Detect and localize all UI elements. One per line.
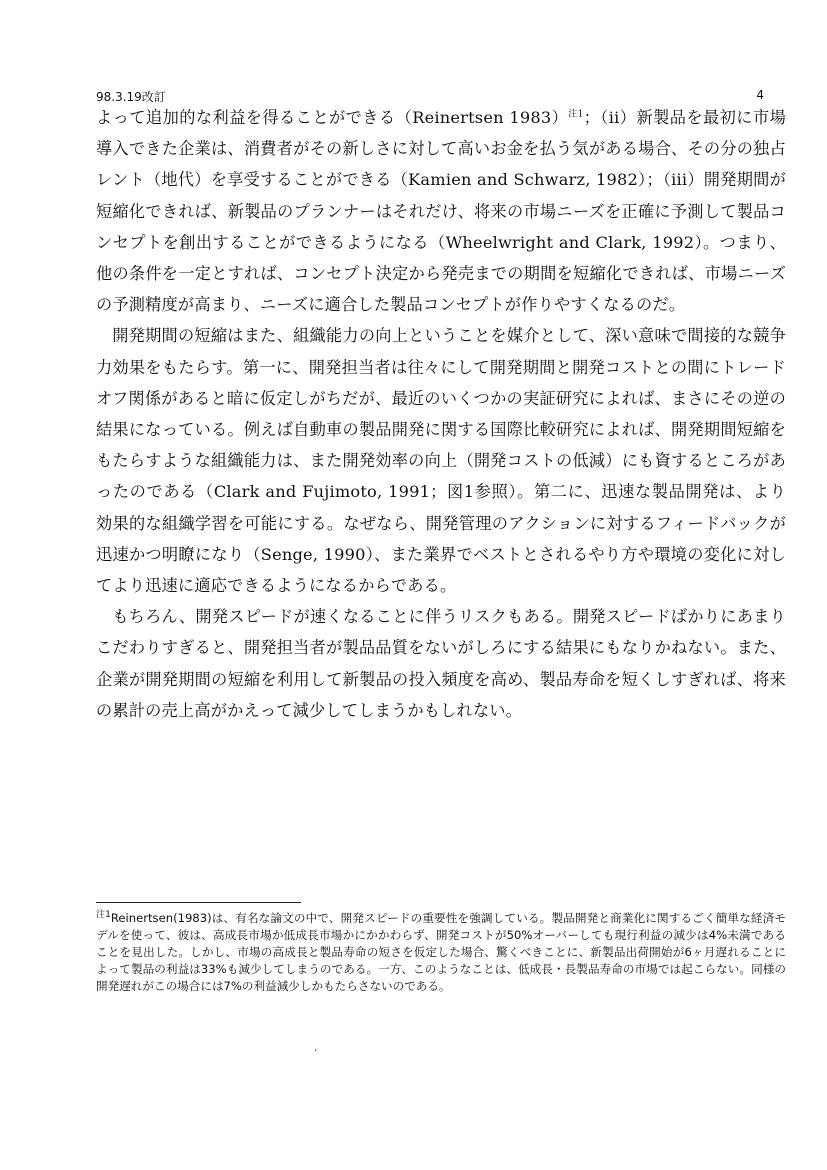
footnote-divider (96, 902, 301, 903)
stray-mark: . (314, 1043, 318, 1054)
footnote-marker: 注1 (96, 910, 111, 921)
footnote-paragraph (96, 910, 786, 995)
footnote (96, 910, 786, 995)
page-number: 4 (756, 88, 764, 102)
paragraph-1-continued: ；（ii）新製品を最初に市場導入できた企業は、消費者がその新しさに対して高いお金を払う気がある場合、その分の独占レント（地代）を享受することができる（Kamien and Schwarz, 1982）；（iii）開発期間が短縮化できれば、新製品のプランナーはそれだけ、将来の市場ニーズを正確に予測して製品コンセプトを創出することができるようになる（Wheelwright and Clark, 1992）。つまり、他の条件を一定とすれば、コンセプト決定から発売までの期間を短縮化できれば、市場ニーズの予測精度が高まり、ニーズに適合した製品コンセプトが作りやすくなるのだ。 (96, 108, 786, 315)
paragraph-1 (96, 102, 786, 320)
footnote-ref: 注1 (568, 109, 584, 120)
footnote-text: Reinertsen(1983)は、有名な論文の中で、開発スピードの重要性を強調している。製品開発と商業化に関するごく簡単な経済モデルを使って、彼は、高成長市場か低成長市場かにかかわらず、開発コストが50%オーバーしても現行利益の減少は4%未満であることを見出した。しかし、市場の高成長と製品寿命の短さを仮定した場合、驚くべきことに、新製品出荷開始が6ヶ月遅れることによって製品の利益は33%も減少してしまうのである。一方、このようなことは、低成長・長製品寿命の市場では起こらない。同様の開発遅れがこの場合には7%の利益減少しかもたらさないのである。 (96, 911, 786, 993)
revision-date: 98.3.19改訂 (96, 90, 166, 104)
paragraph-2: 開発期間の短縮はまた、組織能力の向上ということを媒介として、深い意味で間接的な競争力効果をもたらす。第一に、開発担当者は往々にして開発期間と開発コストとの間にトレードオフ関係があると暗に仮定しがちだが、最近のいくつかの実証研究によれば、まさにその逆の結果になっている。例えば自動車の製品開発に関する国際比較研究によれば、開発期間短縮をもたらすような組織能力は、また開発効率の向上（開発コストの低減）にも資するところがあったのである（Clark and Fujimoto, 1991；図1参照）。第二に、迅速な製品開発は、より効果的な組織学習を可能にする。なぜなら、開発管理のアクションに対するフィードバックが迅速かつ明瞭になり（Senge, 1990）、また業界でベストとされるやり方や環境の変化に対してより迅速に適応できるようになるからである。 (96, 326, 786, 596)
paragraph-3: もちろん、開発スピードが速くなることに伴うリスクもある。開発スピードばかりにあまりこだわりすぎると、開発担当者が製品品質をないがしろにする結果にもなりかねない。また、企業が開発期間の短縮を利用して新製品の投入頻度を高め、製品寿命を短くしすぎれば、将来の累計の売上高がかえって減少してしまうかもしれない。 (96, 607, 786, 720)
paragraph-1-text: よって追加的な利益を得ることができる（Reinertsen 1983） (96, 108, 569, 127)
body-text (96, 102, 786, 726)
